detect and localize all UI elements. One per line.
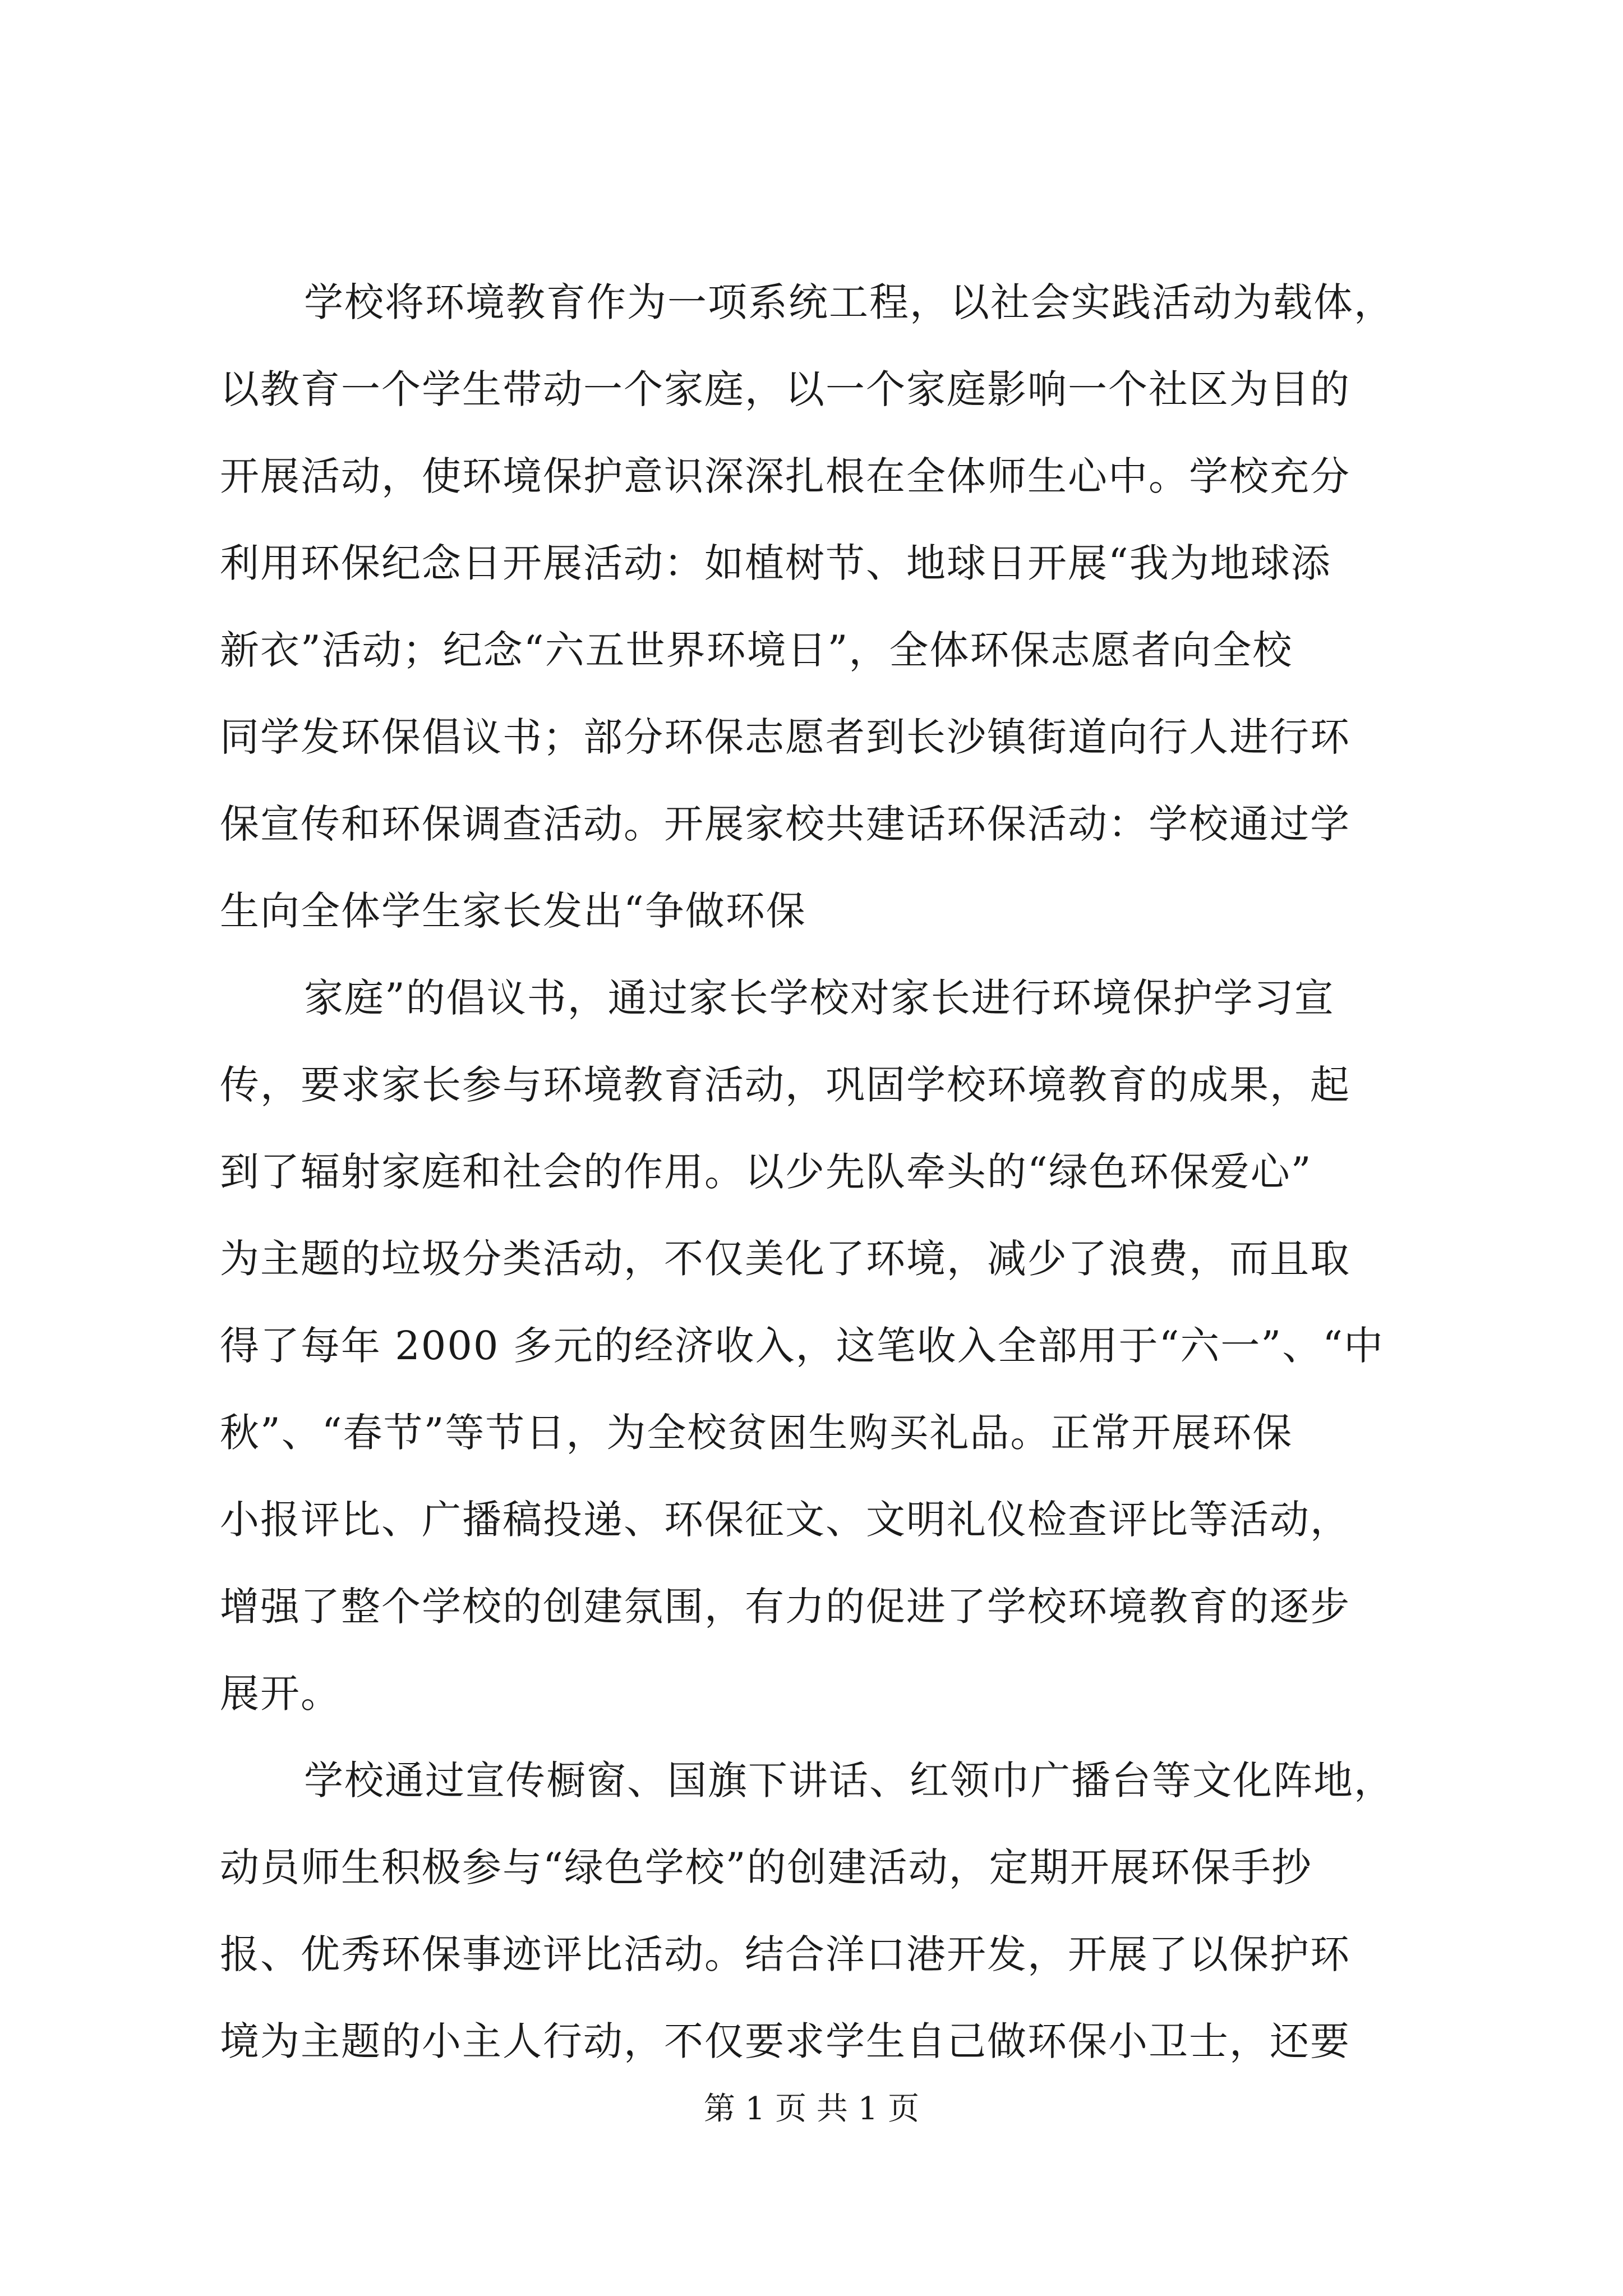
paragraph-1-line-6: 同学发环保倡议书；部分环保志愿者到长沙镇街道向行人进行环 [220,714,1350,760]
paragraph-2-line-4: 为主题的垃圾分类活动，不仅美化了环境，减少了浪费，而且取 [220,1236,1350,1282]
paragraph-2-line-2: 传，要求家长参与环境教育活动，巩固学校环境教育的成果，起 [220,1062,1350,1108]
paragraph-3-line-1: 学校通过宣传橱窗、国旗下讲话、红领巾广播台等文化阵地， [304,1757,1394,1803]
paragraph-1-line-1: 学校将环境教育作为一项系统工程，以社会实践活动为载体， [304,279,1394,325]
paragraph-2-line-1: 家庭”的倡议书，通过家长学校对家长进行环境保护学习宣 [304,975,1335,1021]
paragraph-1-line-7: 保宣传和环保调查活动。开展家校共建话环保活动：学校通过学 [220,801,1350,847]
paragraph-2-line-3: 到了辐射家庭和社会的作用。以少先队牵头的“绿色环保爱心” [220,1149,1312,1195]
paragraph-2-line-7: 小报评比、广播稿投递、环保征文、文明礼仪检查评比等活动， [220,1497,1350,1543]
paragraph-3-line-2: 动员师生积极参与“绿色学校”的创建活动，定期开展环保手抄 [220,1844,1312,1890]
paragraph-3-line-4: 境为主题的小主人行动，不仅要求学生自己做环保小卫士，还要 [220,2018,1350,2064]
paragraph-2-line-5: 得了每年 2000 多元的经济收入，这笔收入全部用于“六一”、“中 [220,1323,1385,1369]
paragraph-1-line-3: 开展活动，使环境保护意识深深扎根在全体师生心中。学校充分 [220,453,1350,499]
paragraph-1-line-2: 以教育一个学生带动一个家庭，以一个家庭影响一个社区为目的 [220,366,1350,412]
paragraph-1-line-8: 生向全体学生家长发出“争做环保 [220,888,806,934]
body-text [220,259,1437,2085]
paragraph-3-line-3: 报、优秀环保事迹评比活动。结合洋口港开发，开展了以保护环 [220,1931,1350,1977]
paragraph-2-line-8: 增强了整个学校的创建氛围，有力的促进了学校环境教育的逐步 [220,1584,1350,1630]
paragraph-1-line-5: 新衣”活动；纪念“六五世界环境日”，全体环保志愿者向全校 [220,627,1293,673]
paragraph-2-line-6: 秋”、“春节”等节日，为全校贫困生购买礼品。正常开展环保 [220,1410,1293,1456]
paragraph-2-line-9: 展开。 [220,1671,341,1717]
page-number-footer: 第 1 页 共 1 页 [703,2091,920,2127]
paragraph-1-line-4: 利用环保纪念日开展活动：如植树节、地球日开展“我为地球添 [220,540,1331,586]
